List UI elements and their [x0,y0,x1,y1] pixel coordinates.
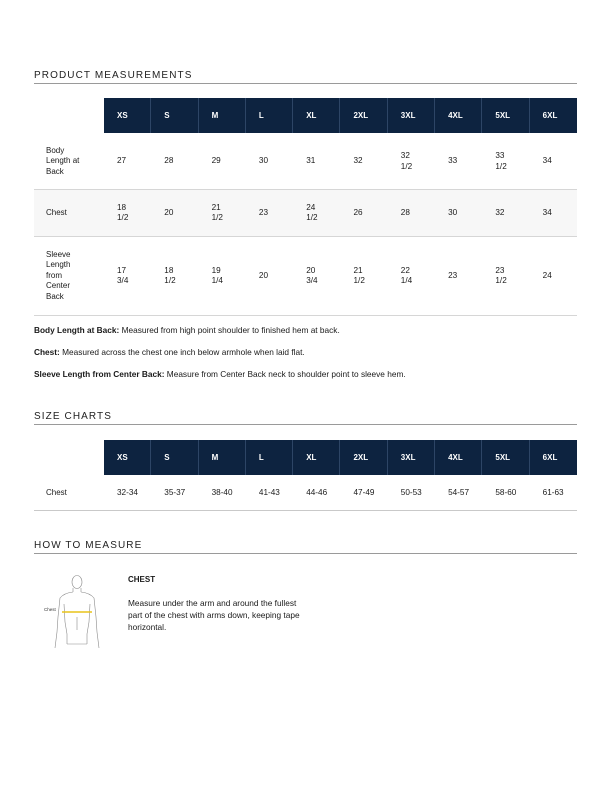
row-label: Chest [46,207,67,217]
measurement-cell: 29 [211,156,221,166]
measurement-cell: 32 1/2 [400,151,413,171]
measurements-row-sleeve-length [34,237,577,316]
section-divider [34,424,577,425]
measurement-cell: 47-49 [353,487,375,497]
measurement-cell: 54-57 [448,487,470,497]
measurement-cell: 21 1/2 [211,202,223,222]
measurement-cell: 31 [306,156,316,166]
row-label: Sleeve Length from Center Back [46,249,71,301]
measurements-row-chest [34,190,577,237]
section-divider [34,553,577,554]
size-header-s: S [151,440,198,475]
figure-chest-label: Chest [44,607,56,612]
measurement-cell: 18 1/2 [117,202,129,222]
measurement-cell: 23 [448,270,458,280]
row-label: Chest [46,487,67,497]
measurement-cell: 20 3/4 [306,265,318,285]
measurement-cell: 41-43 [258,487,280,497]
note-text: Measured from high point shoulder to finished hem at back. [119,325,340,335]
size-header-l: L [246,98,293,133]
measurement-cell: 34 [542,156,552,166]
size-header-3xl: 3XL [388,98,435,133]
measurement-cell: 27 [117,156,127,166]
note-body-length [34,325,340,335]
size-charts-title: SIZE CHARTS [34,411,113,422]
row-label: Body Length at Back [46,145,80,176]
size-header-xs: XS [104,98,151,133]
measurement-cell: 24 [542,270,552,280]
how-to-measure-title: HOW TO MEASURE [34,540,143,551]
measurement-cell: 32 [353,156,363,166]
note-term: Sleeve Length from Center Back: [34,369,165,379]
measurement-cell: 58-60 [495,487,517,497]
size-header-xl: XL [293,440,340,475]
size-header-2xl: 2XL [340,440,387,475]
size-header-m: M [199,440,246,475]
size-header-xs: XS [104,440,151,475]
measurement-cell: 61-63 [542,487,564,497]
measurement-cell: 18 1/2 [164,265,176,285]
measurement-cell: 44-46 [306,487,328,497]
measurement-cell: 22 1/4 [400,265,413,285]
body-figure-illustration [40,572,110,658]
size-header-4xl: 4XL [435,440,482,475]
size-header-m: M [199,98,246,133]
section-divider [34,83,577,84]
measurement-cell: 28 [400,207,410,217]
note-term: Chest: [34,347,60,357]
measurement-cell: 32 [495,207,505,217]
size-header-3xl: 3XL [388,440,435,475]
measurement-cell: 38-40 [211,487,233,497]
measurement-cell: 33 [448,156,458,166]
size-chart-row-chest [34,476,577,511]
measurement-cell: 30 [258,156,268,166]
size-chart-header-row [104,440,577,475]
measurement-cell: 33 1/2 [495,151,507,171]
size-header-6xl: 6XL [542,453,558,462]
size-header-5xl: 5XL [482,98,529,133]
measurement-cell: 32-34 [117,487,138,497]
size-header-l: L [246,440,293,475]
measurements-row-body-length [34,134,577,190]
note-text: Measured across the chest one inch below armhole when laid flat. [59,347,305,357]
size-header-6xl: 6XL [542,111,558,120]
chest-measure-heading: CHEST [128,575,156,584]
size-header-s: S [151,98,198,133]
measurement-cell: 20 [164,207,174,217]
measurement-cell: 28 [164,156,174,166]
measurement-cell: 20 [258,270,268,280]
measurement-cell: 26 [353,207,363,217]
size-header-2xl: 2XL [340,98,387,133]
measurement-cell: 30 [448,207,458,217]
size-header-xl: XL [293,98,340,133]
measurement-cell: 24 1/2 [306,202,318,222]
measurement-cell: 50-53 [400,487,422,497]
measurement-cell: 21 1/2 [353,265,365,285]
product-measurements-title: PRODUCT MEASUREMENTS [34,70,193,81]
measurement-cell: 35-37 [164,487,186,497]
size-header-4xl: 4XL [435,98,482,133]
measurement-cell: 17 3/4 [117,265,129,285]
measurement-cell: 19 1/4 [211,265,223,285]
note-sleeve-length [34,369,406,379]
note-term: Body Length at Back: [34,325,120,335]
note-chest [34,347,305,357]
measurement-cell: 23 1/2 [495,265,507,285]
note-text: Measure from Center Back neck to shoulder point to sleeve hem. [164,369,406,379]
size-header-5xl: 5XL [482,440,529,475]
chest-measure-instructions: Measure under the arm and around the fullest part of the chest with arms down, keeping tape horizontal. [128,598,300,632]
measurement-cell: 34 [542,207,552,217]
measurement-cell: 23 [258,207,268,217]
measurements-header-row [104,98,577,133]
